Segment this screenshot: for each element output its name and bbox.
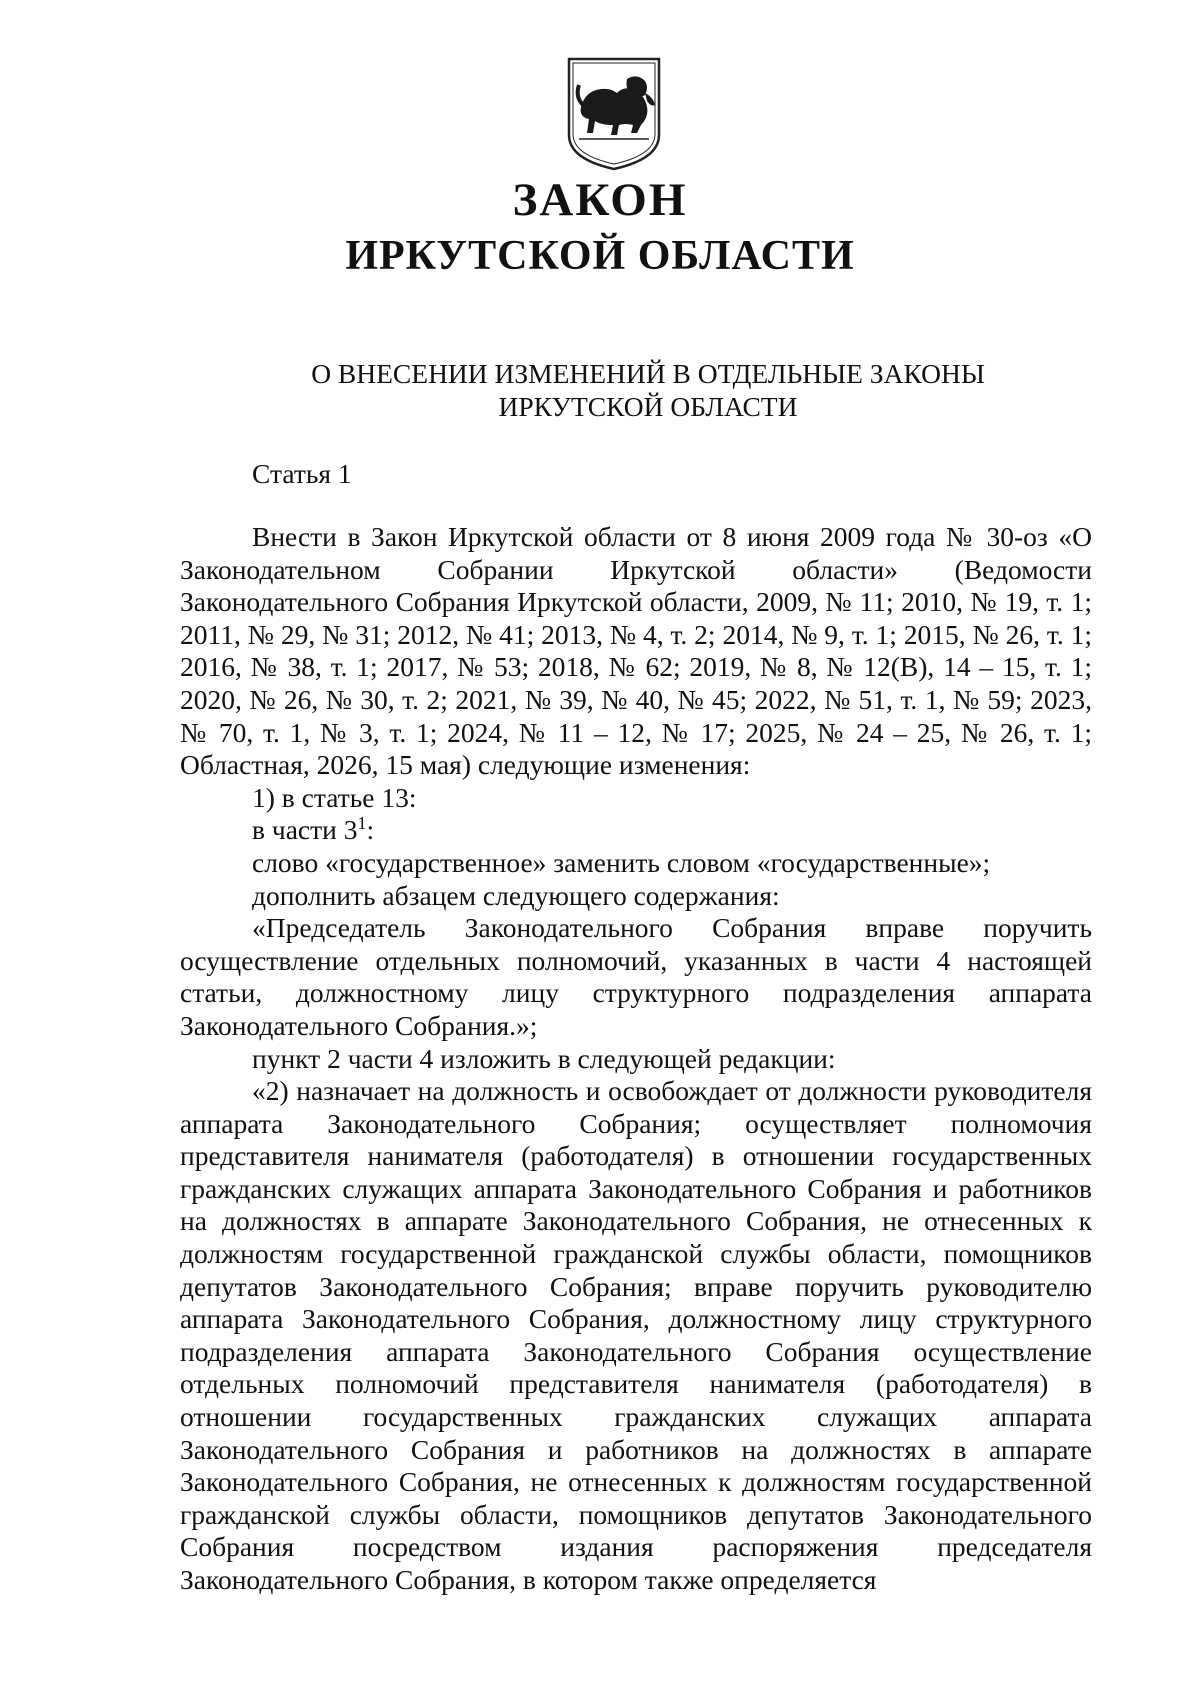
law-region-title: ИРКУТСКОЙ ОБЛАСТИ: [345, 233, 855, 279]
paragraph-quoted-item-2: «2) назначает на должность и освобождает от должности руководителя аппарата Законодательного Собрания; осуществляет полномочия представителя нанимателя (работодателя) в отношении государственных гражданских служащих аппарата Законодательного Собрания и работников на должностях в аппарате Законодательного Собрания, не отнесенных к должностям государственной гражданской службы области, помощников депутатов Законодательного Собрания; вправе поручить руководителю аппарата Законодательного Собрания, должностному лицу структурного подразделения аппарата Законодательного Собрания осуществление отдельных полномочий представителя нанимателя (работодателя) в отношении государственных гражданских служащих аппарата Законодательного Собрания и работников на должностях в аппарате Законодательного Собрания, не отнесенных к должностям государственной гражданской службы области, помощников депутатов Законодательного Собрания посредством издания распоряжения председателя Законодательного Собрания, в котором также определяется: [180, 1075, 1092, 1595]
paragraph-add-clause: дополнить абзацем следующего содержания:: [252, 879, 780, 911]
law-title: ЗАКОН: [512, 174, 688, 226]
paragraph-part-reference-text: в части 3: [252, 814, 358, 846]
paragraph-amendment-intro: Внести в Закон Иркутской области от 8 июня 2009 года № 30-оз «О Законодательном Собрании Иркутской области» (Ведомости Законодательного Собрания Иркутской области, 2009, № 11; 2010, № 19, т. 1; 2011, № 29, № 31; 2012, № 41; 2013, № 4, т. 2; 2014, № 9, т. 1; 2015, № 26, т. 1; 2016, № 38, т. 1; 2017, № 53; 2018, № 62; 2019, № 8, № 12(В), 14 – 15, т. 1; 2020, № 26, № 30, т. 2; 2021, № 39, № 40, № 45; 2022, № 51, т. 1, № 59; 2023, № 70, т. 1, № 3, т. 1; 2024, № 11 – 12, № 17; 2025, № 24 – 25, № 26, т. 1; Областная, 2026, 15 мая) следующие изменения:: [180, 521, 1092, 781]
document-heading-line-1: О ВНЕСЕНИИ ИЗМЕНЕНИЙ В ОТДЕЛЬНЫЕ ЗАКОНЫ: [311, 358, 985, 389]
article-label: Статья 1: [252, 458, 352, 489]
irkutsk-coat-of-arms-icon: [565, 55, 663, 172]
paragraph-item-1: 1) в статье 13:: [252, 781, 417, 813]
paragraph-word-replacement: слово «государственное» заменить словом «государственные»;: [252, 846, 991, 878]
article-body: [180, 521, 1092, 1597]
paragraph-part-reference: [180, 814, 1092, 847]
superscript-index: 1: [357, 813, 367, 834]
paragraph-quoted-clause: «Председатель Законодательного Собрания вправе поручить осуществление отдельных полномочий, указанных в части 4 настоящей статьи, должностному лицу структурного подразделения аппарата Законодательного Собрания.»;: [180, 912, 1092, 1041]
paragraph-part-reference-tail: :: [366, 814, 375, 846]
document-heading-line-2: ИРКУТСКОЙ ОБЛАСТИ: [498, 391, 798, 422]
paragraph-item-restatement: пункт 2 части 4 изложить в следующей редакции:: [252, 1042, 836, 1074]
